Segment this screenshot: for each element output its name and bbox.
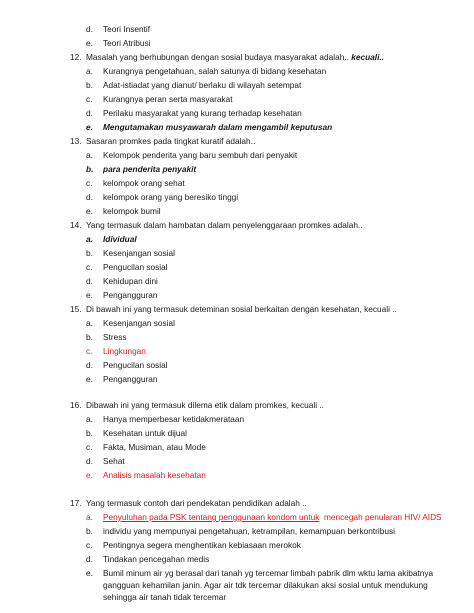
option-text: Analisis masalah kesehatan: [103, 470, 206, 480]
question-text: Di bawah ini yang termasuk deteminan sosial berkaitan dengan kesehatan, kecuali ..: [86, 304, 397, 314]
option-text: kelompok orang yang beresiko tinggi: [103, 192, 239, 202]
option-text: Lingkungan: [103, 346, 146, 356]
option-text: individu yang mempunyai pengetahuan, ketrampilan, kemampuan berkontribusi: [103, 526, 395, 536]
question-number: 15.: [70, 304, 82, 314]
option-text-underlined: Penyuluhan pada PSK tentang penggunaan kondom untuk: [103, 512, 320, 522]
option-letter: d.: [86, 108, 93, 118]
option-text: Kurangnya pengetahuan, salah satunya di bidang kesehatan: [103, 66, 327, 76]
option-text: Pentingnya segera menghentikan kebiasaan merokok: [103, 540, 301, 550]
option-letter: c.: [86, 442, 93, 452]
option-text: Tindakan pencegahan medis: [103, 554, 210, 564]
option-letter: c.: [86, 540, 93, 550]
option-letter: a.: [86, 318, 93, 328]
option-letter: d.: [86, 360, 93, 370]
option-text: para penderita penyakit: [103, 164, 197, 174]
option-text: Pengucilan sosial: [103, 262, 168, 272]
question-number: 12.: [70, 52, 82, 62]
question-number: 14.: [70, 220, 82, 230]
option-letter: d.: [86, 554, 93, 564]
option-letter: b.: [86, 248, 93, 258]
option-letter: c.: [86, 94, 93, 104]
option-letter: e.: [86, 206, 93, 216]
option-letter: b.: [86, 164, 94, 174]
option-text: Fakta, Musiman, atau Mode: [103, 442, 206, 452]
question-number: 16.: [70, 400, 82, 410]
option-letter: b.: [86, 332, 93, 342]
question-body: Masalah yang berhubungan dengan sosial budaya masyarakat adalah..: [86, 52, 349, 62]
question-text: Yang termasuk dalam hambatan dalam penyelenggaraan promkes adalah..: [86, 220, 363, 230]
question-text: Dibawah ini yang termasuk dilema etik dalam promkes, kecuali ..: [86, 400, 324, 410]
option-text: Pengucilan sosial: [103, 360, 168, 370]
option-letter: e.: [86, 568, 93, 578]
option-letter: c.: [86, 262, 93, 272]
option-text: Stress: [103, 332, 127, 342]
option-text: Idividual: [103, 234, 137, 244]
option-letter: b.: [86, 80, 93, 90]
option-text-line-1: Bumil minum air yg berasal dari tanah yg tercemar limbah pabrik dlm wktu lama akibatnya: [103, 568, 434, 578]
option-letter: a.: [86, 512, 93, 522]
option-text: Perilaku masyarakat yang kurang terhadap kesehatan: [103, 108, 302, 118]
option-letter: b.: [86, 526, 93, 536]
option-letter: a.: [86, 414, 93, 424]
option-text: Kurangnya peran serta masyarakat: [103, 94, 233, 104]
option-text: Teori Atribusi: [103, 38, 151, 48]
option-text: Kesehatan untuk dijual: [103, 428, 187, 438]
option-letter: e.: [86, 290, 93, 300]
question-emphasis: kecuali..: [351, 52, 384, 62]
option-letter: c.: [86, 346, 93, 356]
option-letter: a.: [86, 66, 93, 76]
option-text: Kehidupan dini: [103, 276, 158, 286]
option-text: Mengutamakan musyawarah dalam mengambil keputusan: [103, 122, 333, 132]
option-text-rest: mencegah penularan HIV/ AIDS: [323, 512, 442, 522]
option-text: Teori Insentif: [103, 24, 151, 34]
question-text: [86, 51, 384, 63]
option-letter: d.: [86, 276, 93, 286]
question-text: Sasaran promkes pada tingkat kuratif adalah..: [86, 136, 256, 146]
option-text: Kesenjangan sosial: [103, 318, 175, 328]
option-text: kelompok orang sehat: [103, 178, 185, 188]
question-number: 17.: [70, 498, 82, 508]
option-letter: e.: [86, 38, 93, 48]
option-text: Sehat: [103, 456, 125, 466]
option-letter: c.: [86, 178, 93, 188]
option-text: kelompok bumil: [103, 206, 161, 216]
option-text: [103, 511, 442, 523]
option-text: Pengangguran: [103, 374, 158, 384]
option-letter: a.: [86, 234, 93, 244]
question-text: Yang termasuk contoh dari pendekatan pendidikan adalah ..: [86, 498, 307, 508]
question-number: 13.: [70, 136, 82, 146]
option-letter: b.: [86, 428, 93, 438]
option-letter: d.: [86, 456, 93, 466]
option-letter: e.: [86, 374, 93, 384]
option-text-line-2: gangguan kehamilan janin. Agar air tdk tercemar dilakukan aksi sosial untuk mendukung: [103, 580, 428, 590]
option-letter: e.: [86, 470, 93, 480]
option-letter: a.: [86, 150, 93, 160]
option-letter: d.: [86, 192, 93, 202]
option-text: Kelompok penderita yang baru sembuh dari penyakit: [103, 150, 298, 160]
option-text-line-3: sehingga air tanah tidak tercemar: [103, 592, 227, 602]
option-letter: d.: [86, 24, 93, 34]
option-text: Adat-istiadat yang dianut/ berlaku di wilayah setempat: [103, 80, 302, 90]
option-text: Kesenjangan sosial: [103, 248, 175, 258]
option-text: Pengangguran: [103, 290, 158, 300]
option-text: Hanya memperbesar ketidakmerataan: [103, 414, 245, 424]
option-letter: e.: [86, 122, 93, 132]
